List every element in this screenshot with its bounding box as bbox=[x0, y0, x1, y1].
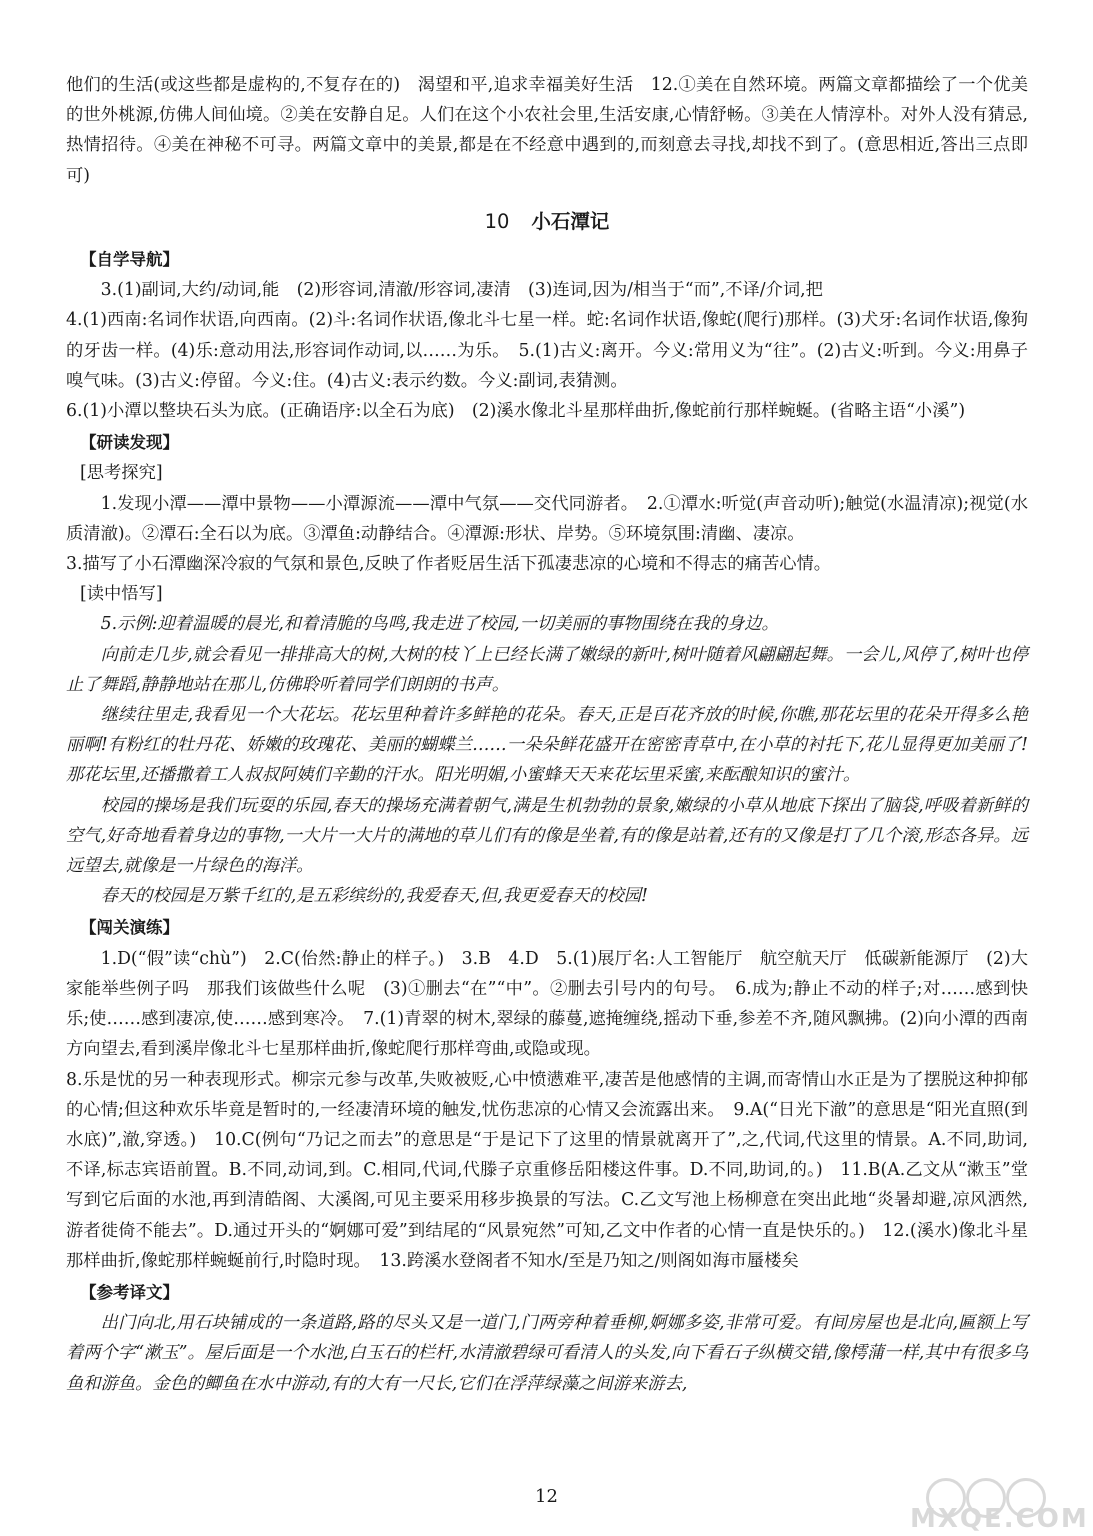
watermark-text: MXQE.COM bbox=[910, 1504, 1089, 1534]
lesson-title bbox=[66, 207, 1028, 237]
answer-paragraph: 1.发现小潭——潭中景物——小潭源流——潭中气氛——交代同游者。 2.①潭水:听觉(声音动听);触觉(水温清凉);视觉(水质清澈)。②潭石:全石以为底。③潭鱼:动静结合。④潭源:形状、岸势。⑤环境氛围:清幽、凄凉。 bbox=[66, 493, 1028, 544]
answer-paragraph: 1.D(“假”读“chù”) 2.C(佁然:静止的样子。) 3.B 4.D 5.(1)展厅名:人工智能厅 航空航天厅 低碳新能源厅 (2)大家能举些例子吗 那我们该做些什么呢 (3)①删去“在”“中”。②删去引号内的句号。 6.成为;静止不动的样子;对……感到快乐;使……感到凄凉,使……感到寒冷。 7.(1)青翠的树木,翠绿的藤蔓,遮掩缠绕,摇动下垂,参差不齐,随风飘拂。(2)向小潭的西南方向望去,看到溪岸像北斗七星那样曲折,像蛇爬行那样弯曲,或隐或现。 bbox=[66, 948, 1028, 1060]
subsection-heading-thinking: [思考探究] bbox=[80, 463, 163, 484]
answer-paragraph: 3.(1)副词,大约/动词,能 (2)形容词,清澈/形容词,凄清 (3)连词,因为/相当于“而”,不译/介词,把 bbox=[100, 280, 823, 301]
intro-paragraph: 他们的生活(或这些都是虚构的,不复存在的) 渴望和平,追求幸福美好生活 12.①美在自然环境。两篇文章都描绘了一个优美的世外桃源,仿佛人间仙境。②美在安静自足。人们在这个小农社会里,生活安康,心情舒畅。③美在人情淳朴。对外人没有猜忌,热情招待。④美在神秘不可寻。两篇文章中的美景,都是在不经意中遇到的,而刻意去寻找,却找不到了。(意思相近,答出三点即可) bbox=[66, 75, 1028, 186]
page-body bbox=[66, 70, 1028, 1399]
section-heading-study: 【研读发现】 bbox=[80, 433, 179, 453]
section-heading-practice: 【闯关演练】 bbox=[80, 918, 179, 938]
translation-paragraph: 出门向北,用石块铺成的一条道路,路的尽头又是一道门,门两旁种着垂柳,婀娜多姿,非常可爱。有间房屋也是北向,匾额上写着两个字“漱玉”。屋后面是一个水池,白玉石的栏杆,水清澈碧绿可看清人的头发,向下看石子纵横交错,像樗蒲一样,其中有很多乌鱼和游鱼。金色的鲫鱼在水中游动,有的大有一尺长,它们在浮萍绿藻之间游来游去, bbox=[66, 1313, 1028, 1394]
answer-paragraph: 8.乐是忧的另一种表现形式。柳宗元参与改革,失败被贬,心中愤懑难平,凄苦是他感情的主调,而寄情山水正是为了摆脱这种抑郁的心情;但这种欢乐毕竟是暂时的,一经凄清环境的触发,忧伤悲凉的心情又会流露出来。 9.A(“日光下澈”的意思是“阳光直照(到水底)”,澈,穿透。) 10.C(例句“乃记之而去”的意思是“于是记下了这里的情景就离开了”,之,代词,代这里的情景。A.不同,助词,不译,标志宾语前置。B.不同,动词,到。C.相同,代词,代滕子京重修岳阳楼这件事。D.不同,助词,的。) 11.B(A.乙文从“漱玉”堂写到它后面的水池,再到清皓阁、大溪阁,可见主要采用移步换景的写法。C.乙文写池上杨柳意在突出此地“炎暑却避,凉风洒然,游者徙倚不能去”。D.通过开头的“婀娜可爱”到结尾的“风景宛然”可知,乙文中作者的心情一直是快乐的。) 12.(溪水)像北斗星那样曲折,像蛇那样蜿蜒前行,时隐时现。 13.跨溪水登阁者不知水/至是乃知之/则阁如海市蜃楼矣 bbox=[66, 1069, 1028, 1271]
section-heading-translation: 【参考译文】 bbox=[80, 1282, 179, 1302]
answer-paragraph: 4.(1)西南:名词作状语,向西南。(2)斗:名词作状语,像北斗七星一样。蛇:名词作状语,像蛇(爬行)那样。(3)犬牙:名词作状语,像狗的牙齿一样。(4)乐:意动用法,形容词作动词,以……为乐。 5.(1)古义:离开。今义:常用义为“往”。(2)古义:听到。今义:用鼻子嗅气味。(3)古义:停留。今义:住。(4)古义:表示约数。今义:副词,表猜测。 bbox=[66, 310, 1028, 391]
essay-paragraph: 校园的操场是我们玩耍的乐园,春天的操场充满着朝气,满是生机勃勃的景象,嫩绿的小草从地底下探出了脑袋,呼吸着新鲜的空气,好奇地看着身边的事物,一大片一大片的满地的草儿们有的像是坐着,有的像是站着,还有的又像是打了几个滚,形态各异。远远望去,就像是一片绿色的海洋。 bbox=[66, 795, 1028, 877]
subsection-heading-writing: [读中悟写] bbox=[80, 584, 163, 605]
answer-paragraph: 3.描写了小石潭幽深冷寂的气氛和景色,反映了作者贬居生活下孤凄悲凉的心境和不得志的痛苦心情。 bbox=[66, 554, 832, 575]
essay-paragraph: 5.示例:迎着温暖的晨光,和着清脆的鸟鸣,我走进了校园,一切美丽的事物围绕在我的身边。 bbox=[100, 614, 779, 635]
essay-paragraph: 春天的校园是万紫千红的,是五彩缤纷的,我爱春天,但,我更爱春天的校园! bbox=[100, 886, 648, 907]
essay-paragraph: 继续往里走,我看见一个大花坛。花坛里种着许多鲜艳的花朵。春天,正是百花齐放的时候,你瞧,那花坛里的花朵开得多么艳丽啊!有粉红的牡丹花、娇嫩的玫瑰花、美丽的蝴蝶兰……一朵朵鲜花盛开在密密青草中,在小草的衬托下,花儿显得更加美丽了!那花坛里,还播撒着工人叔叔阿姨们辛勤的汗水。阳光明媚,小蜜蜂天天来花坛里采蜜,来酝酿知识的蜜汁。 bbox=[66, 705, 1028, 786]
lesson-title-text: 小石潭记 bbox=[531, 209, 610, 233]
page-number: 12 bbox=[535, 1486, 558, 1507]
watermark-logo bbox=[910, 1478, 1089, 1534]
lesson-number: 10 bbox=[484, 209, 510, 233]
essay-paragraph: 向前走几步,就会看见一排排高大的树,大树的枝丫上已经长满了嫩绿的新叶,树叶随着风翩翩起舞。一会儿,风停了,树叶也停止了舞蹈,静静地站在那儿,仿佛聆听着同学们朗朗的书声。 bbox=[66, 644, 1028, 695]
section-heading-self-study: 【自学导航】 bbox=[80, 250, 179, 270]
answer-paragraph: 6.(1)小潭以整块石头为底。(正确语序:以全石为底) (2)溪水像北斗星那样曲折,像蛇前行那样蜿蜒。(省略主语“小溪”) bbox=[66, 401, 966, 422]
